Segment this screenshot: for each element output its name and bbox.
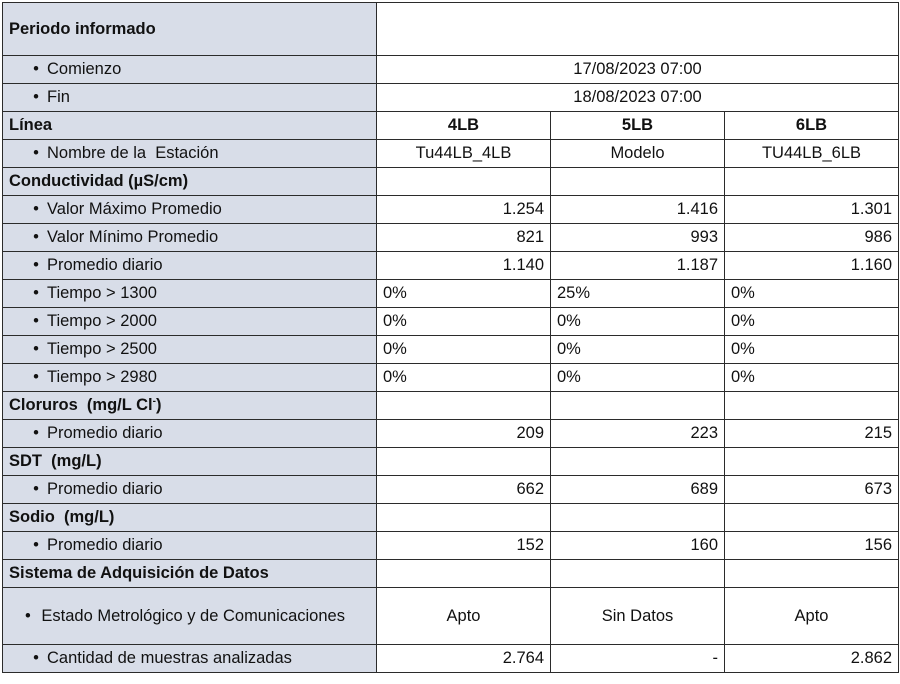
sodio-title: Sodio (mg/L) <box>3 504 377 532</box>
cell-value: Sin Datos <box>551 588 725 645</box>
row-tiempo-2000 <box>3 308 899 336</box>
bullet: • <box>33 340 39 358</box>
cell-value: 0% <box>377 308 551 336</box>
cell-value: Apto <box>377 588 551 645</box>
row-periodo <box>3 3 899 56</box>
cell-value: 0% <box>551 308 725 336</box>
cell-value: 0% <box>377 336 551 364</box>
cell-value: 0% <box>551 364 725 392</box>
row-sodio-promedio <box>3 532 899 560</box>
comienzo-value: 17/08/2023 07:00 <box>377 56 899 84</box>
cell-value: 215 <box>725 420 899 448</box>
bullet: • <box>33 228 39 246</box>
row-tiempo-1300 <box>3 280 899 308</box>
bullet: • <box>33 480 39 498</box>
row-label: Tiempo > 2500 <box>47 340 157 358</box>
cell-value: 0% <box>725 336 899 364</box>
cell-value: 689 <box>551 476 725 504</box>
cell-value: 152 <box>377 532 551 560</box>
cell-value: 2.862 <box>725 645 899 673</box>
sdt-title: SDT (mg/L) <box>3 448 377 476</box>
row-valor-minimo <box>3 224 899 252</box>
bullet: • <box>25 607 31 625</box>
row-sdt-promedio <box>3 476 899 504</box>
cell-value: 1.301 <box>725 196 899 224</box>
row-sodio <box>3 504 899 532</box>
row-tiempo-2500 <box>3 336 899 364</box>
bullet: • <box>33 60 39 78</box>
bullet: • <box>33 88 39 106</box>
periodo-title: Periodo informado <box>3 3 377 56</box>
cell-value: - <box>551 645 725 673</box>
cell-value: 0% <box>551 336 725 364</box>
bullet: • <box>33 284 39 302</box>
row-promedio-diario <box>3 252 899 280</box>
cell-value: 673 <box>725 476 899 504</box>
bullet: • <box>33 368 39 386</box>
periodo-blank <box>377 3 899 56</box>
cell-value: 223 <box>551 420 725 448</box>
cell-value: Apto <box>725 588 899 645</box>
row-label: Valor Máximo Promedio <box>47 200 222 218</box>
bullet: • <box>33 649 39 667</box>
cell-value: 986 <box>725 224 899 252</box>
cell-value: 0% <box>377 280 551 308</box>
cell-value: 0% <box>725 280 899 308</box>
row-label: Cantidad de muestras analizadas <box>47 649 292 667</box>
station-name: Modelo <box>551 140 725 168</box>
linea-label: Línea <box>3 112 377 140</box>
row-label: Promedio diario <box>47 536 163 554</box>
cell-value: 662 <box>377 476 551 504</box>
row-muestras <box>3 645 899 673</box>
cell-value: 0% <box>377 364 551 392</box>
row-label: Tiempo > 2000 <box>47 312 157 330</box>
station-name: TU44LB_6LB <box>725 140 899 168</box>
bullet: • <box>33 312 39 330</box>
cell-value: 821 <box>377 224 551 252</box>
row-label: Promedio diario <box>47 424 163 442</box>
row-estado <box>3 588 899 645</box>
row-label: Valor Mínimo Promedio <box>47 228 219 246</box>
fin-value: 18/08/2023 07:00 <box>377 84 899 112</box>
row-tiempo-2980 <box>3 364 899 392</box>
row-cloruros <box>3 392 899 420</box>
row-label: Promedio diario <box>47 256 163 274</box>
row-comienzo <box>3 56 899 84</box>
row-linea <box>3 112 899 140</box>
cell-value: 156 <box>725 532 899 560</box>
bullet: • <box>33 200 39 218</box>
bullet: • <box>33 144 39 162</box>
comienzo-label: Comienzo <box>47 60 122 78</box>
cell-value: 1.187 <box>551 252 725 280</box>
conductividad-title: Conductividad (µS/cm) <box>3 168 377 196</box>
column-header: 4LB <box>377 112 551 140</box>
cell-value: 1.416 <box>551 196 725 224</box>
cell-value: 209 <box>377 420 551 448</box>
cell-value: 25% <box>551 280 725 308</box>
cell-value: 1.254 <box>377 196 551 224</box>
cell-value: 1.140 <box>377 252 551 280</box>
sistema-title: Sistema de Adquisición de Datos <box>3 560 377 588</box>
row-fin <box>3 84 899 112</box>
bullet: • <box>33 536 39 554</box>
row-label: Tiempo > 1300 <box>47 284 157 302</box>
station-name: Tu44LB_4LB <box>377 140 551 168</box>
row-cloruros-promedio <box>3 420 899 448</box>
row-sistema <box>3 560 899 588</box>
bullet: • <box>33 424 39 442</box>
cell-value: 160 <box>551 532 725 560</box>
station-label: Nombre de la Estación <box>47 144 219 162</box>
row-conductividad <box>3 168 899 196</box>
row-valor-maximo <box>3 196 899 224</box>
row-estacion <box>3 140 899 168</box>
cell-value: 2.764 <box>377 645 551 673</box>
column-header: 6LB <box>725 112 899 140</box>
cell-value: 0% <box>725 364 899 392</box>
row-label: Tiempo > 2980 <box>47 368 157 386</box>
row-label: Promedio diario <box>47 480 163 498</box>
report-table <box>2 2 899 673</box>
column-header: 5LB <box>551 112 725 140</box>
row-sdt <box>3 448 899 476</box>
cell-value: 1.160 <box>725 252 899 280</box>
fin-label: Fin <box>47 88 70 106</box>
bullet: • <box>33 256 39 274</box>
cell-value: 0% <box>725 308 899 336</box>
cloruros-title: Cloruros (mg/L Cl-) <box>3 392 377 420</box>
row-label: Estado Metrológico y de Comunicaciones <box>41 607 345 625</box>
cell-value: 993 <box>551 224 725 252</box>
